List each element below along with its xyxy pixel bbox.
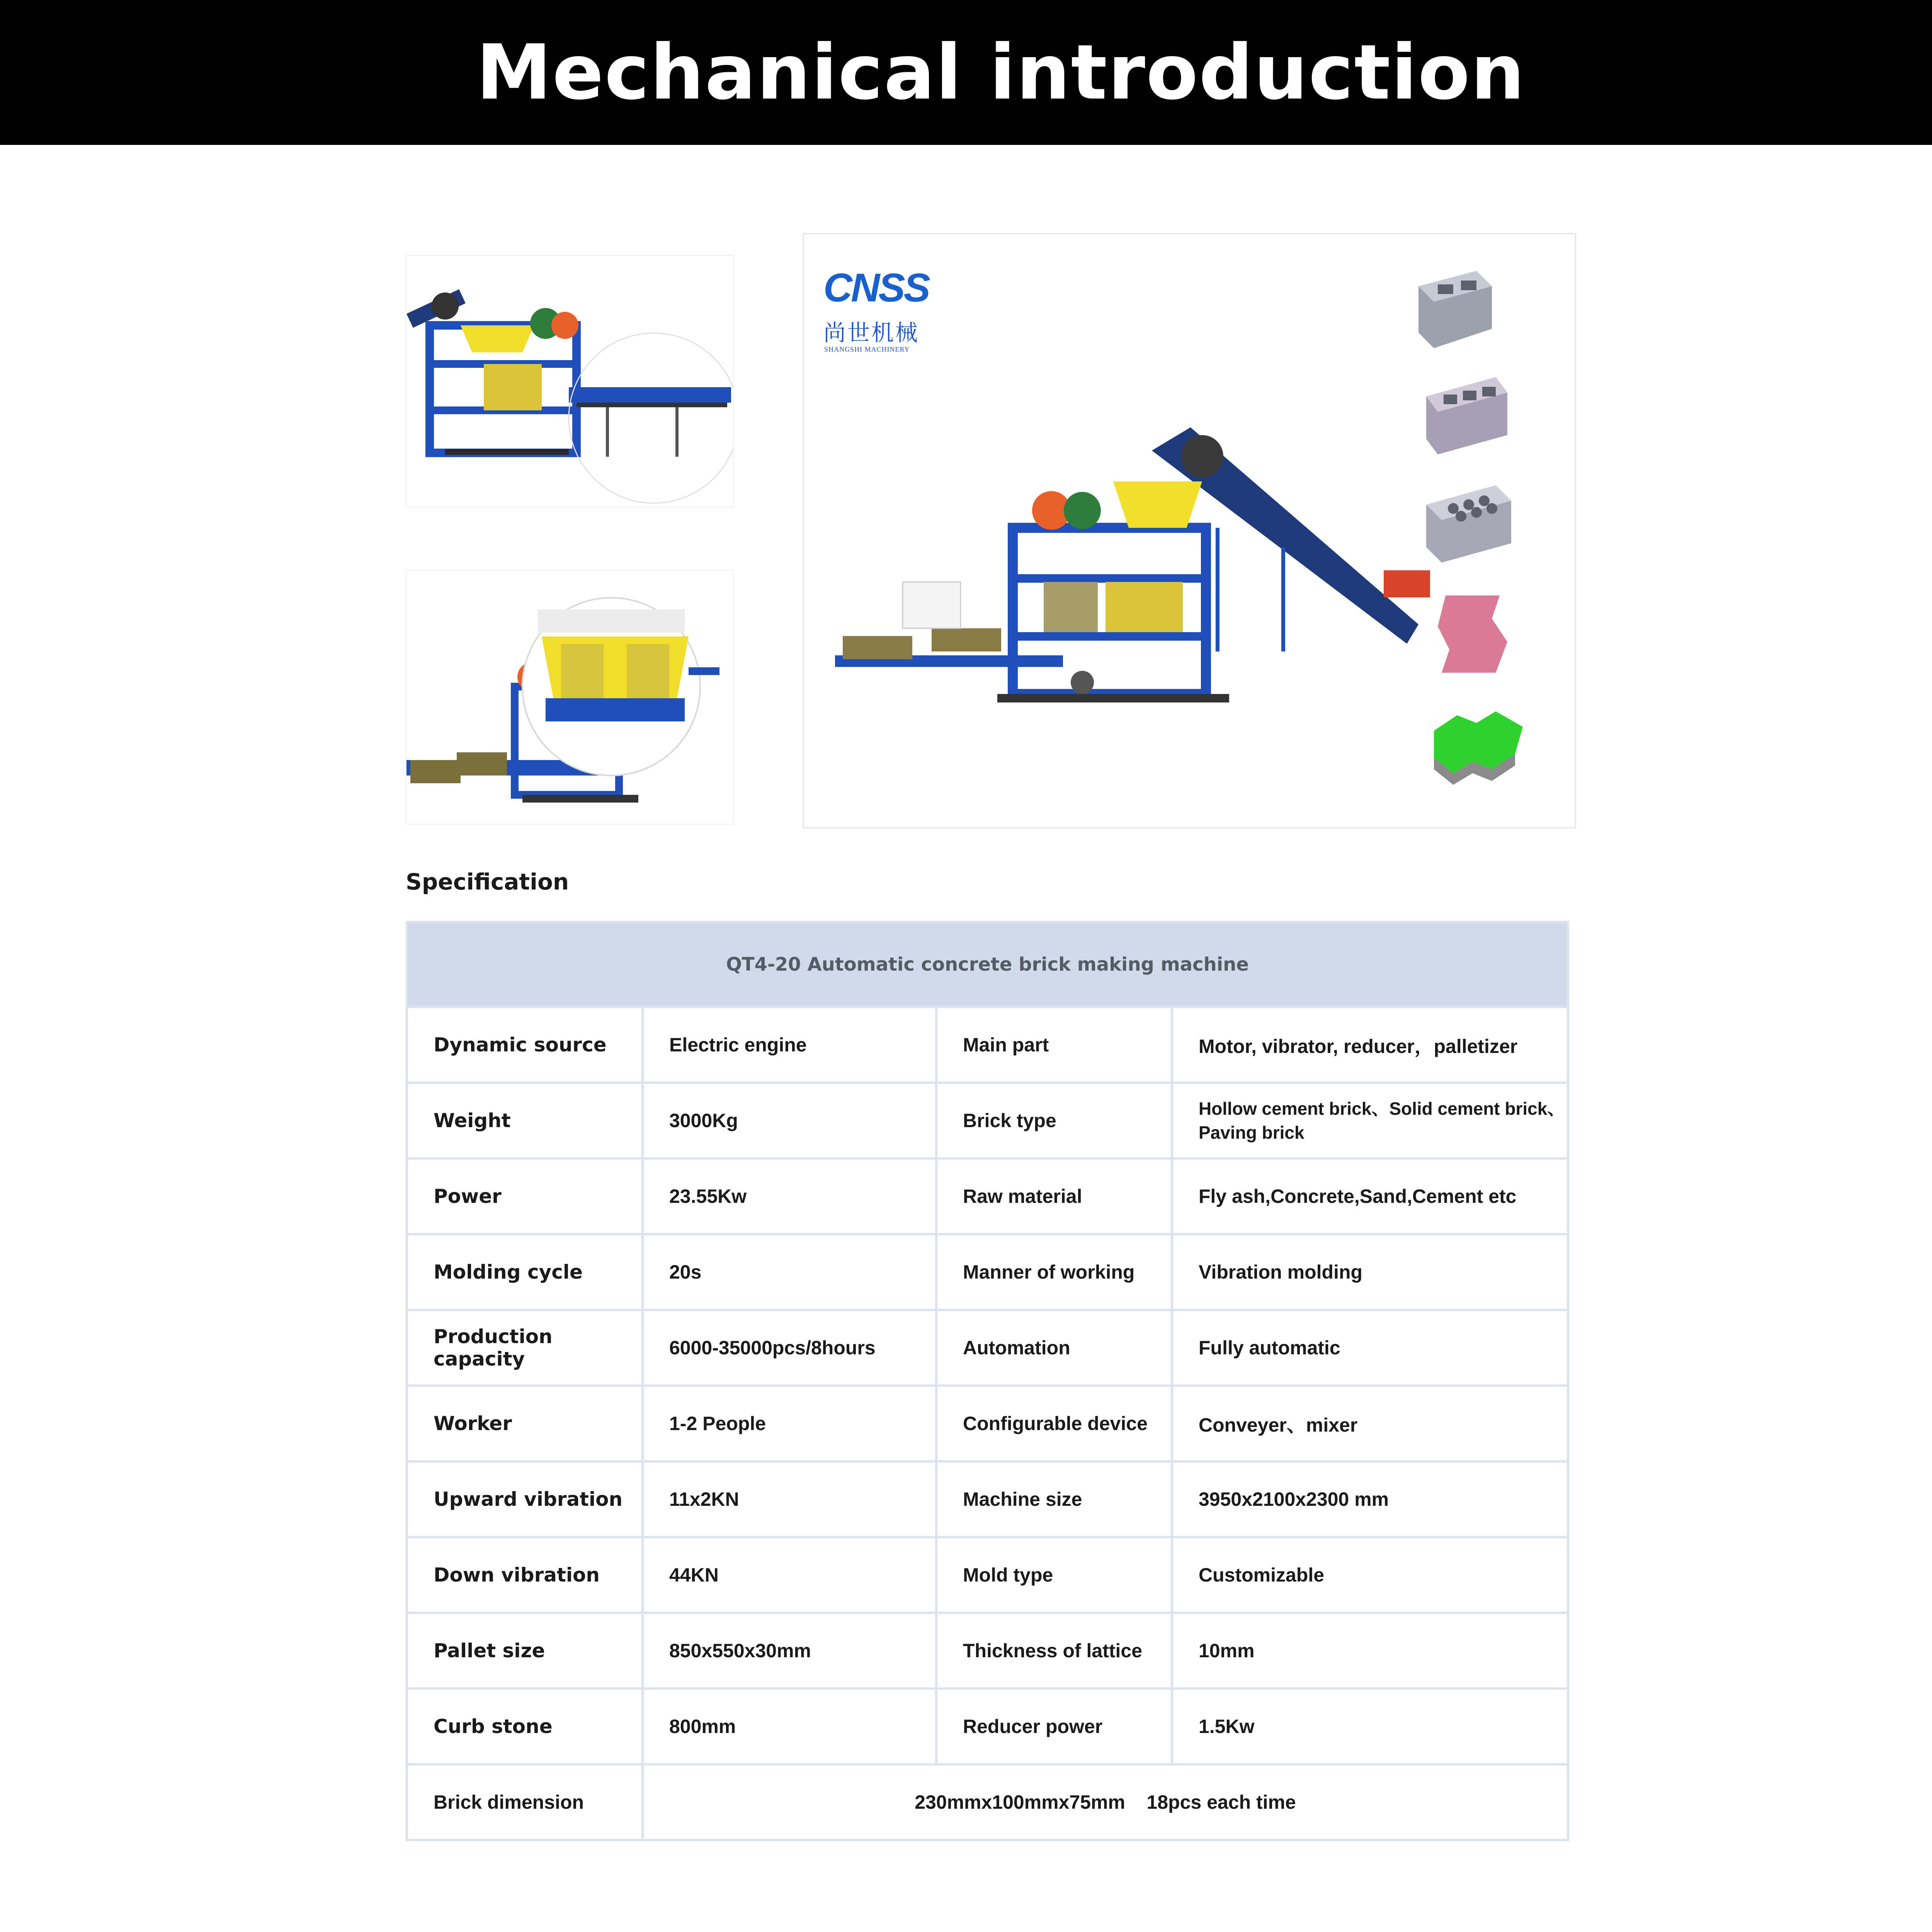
logo-en-name: SHANGSHI MACHINERY bbox=[824, 345, 910, 353]
spec-value: 3950x2100x2300 mm bbox=[1172, 1461, 1568, 1537]
spec-key: Dynamic source bbox=[407, 1007, 643, 1083]
table-row bbox=[407, 1537, 1568, 1613]
table-row bbox=[407, 1007, 1568, 1083]
spec-key: Production capacity bbox=[407, 1310, 643, 1386]
machine-thumbnail-2 bbox=[406, 570, 734, 825]
spec-value: Vibration molding bbox=[1172, 1234, 1568, 1310]
spec-value: 11x2KN bbox=[643, 1461, 936, 1537]
spec-key: Machine size bbox=[936, 1461, 1172, 1537]
page-header bbox=[0, 0, 1932, 145]
table-row bbox=[407, 1083, 1568, 1158]
spec-key: Mold type bbox=[936, 1537, 1172, 1613]
spec-key: Curb stone bbox=[407, 1689, 643, 1764]
spec-value: 800mm bbox=[643, 1689, 936, 1764]
spec-key: Down vibration bbox=[407, 1537, 643, 1613]
spec-key: Power bbox=[407, 1158, 643, 1234]
table-row-brick-dimension bbox=[407, 1764, 1568, 1840]
logo-cn-name: 尚世机械 bbox=[823, 320, 920, 345]
spec-value: Fly ash,Concrete,Sand,Cement etc bbox=[1172, 1158, 1568, 1234]
spec-value: 850x550x30mm bbox=[643, 1613, 936, 1689]
spec-key: Thickness of lattice bbox=[936, 1613, 1172, 1689]
spec-value: 1-2 People bbox=[643, 1386, 936, 1461]
table-row bbox=[407, 1234, 1568, 1310]
table-row bbox=[407, 1158, 1568, 1234]
spec-value: 6000-35000pcs/8hours bbox=[643, 1310, 936, 1386]
machine-illustration-2 bbox=[406, 571, 733, 824]
spec-value: 44KN bbox=[643, 1537, 936, 1613]
spec-key: Configurable device bbox=[936, 1386, 1172, 1461]
page-title: Mechanical introduction bbox=[476, 28, 1526, 117]
hollow-brick-2hole bbox=[1418, 271, 1492, 348]
table-title: QT4-20 Automatic concrete brick making machine bbox=[407, 922, 1568, 1007]
spec-value: 3000Kg bbox=[643, 1083, 936, 1158]
hollow-brick-3hole bbox=[1426, 377, 1507, 454]
spec-key: Brick type bbox=[936, 1083, 1172, 1158]
main-machine-panel bbox=[803, 233, 1576, 828]
table-title-row bbox=[407, 922, 1568, 1007]
spec-key: Brick dimension bbox=[407, 1764, 643, 1840]
spec-key: Automation bbox=[936, 1310, 1172, 1386]
spec-key: Main part bbox=[936, 1007, 1172, 1083]
table-row bbox=[407, 1689, 1568, 1764]
spec-key: Molding cycle bbox=[407, 1234, 643, 1310]
spec-key: Worker bbox=[407, 1386, 643, 1461]
spec-value: Customizable bbox=[1172, 1537, 1568, 1613]
spec-value: 23.55Kw bbox=[643, 1158, 936, 1234]
logo-brand: CNSS bbox=[823, 265, 929, 310]
spec-value: Motor, vibrator, reducer，palletizer bbox=[1172, 1007, 1568, 1083]
specification-table bbox=[406, 921, 1569, 1841]
spec-key: Reducer power bbox=[936, 1689, 1172, 1764]
table-row bbox=[407, 1310, 1568, 1386]
spec-value: Conveyer、mixer bbox=[1172, 1386, 1568, 1461]
spec-key: Raw material bbox=[936, 1158, 1172, 1234]
spec-key: Upward vibration bbox=[407, 1461, 643, 1537]
spec-value: 20s bbox=[643, 1234, 936, 1310]
main-machine-illustration bbox=[804, 234, 1575, 827]
spec-value: 230mmx100mmx75mm 18pcs each time bbox=[643, 1764, 1568, 1840]
spec-value: 10mm bbox=[1172, 1613, 1568, 1689]
machine-thumbnail-1 bbox=[406, 255, 734, 508]
spec-key: Weight bbox=[407, 1083, 643, 1158]
hollow-brick-6hole bbox=[1426, 485, 1511, 563]
table-row bbox=[407, 1613, 1568, 1689]
table-row bbox=[407, 1386, 1568, 1461]
spec-value: 1.5Kw bbox=[1172, 1689, 1568, 1764]
specification-label: Specification bbox=[406, 869, 569, 895]
spec-value: Electric engine bbox=[643, 1007, 936, 1083]
spec-key: Pallet size bbox=[407, 1613, 643, 1689]
paving-brick-green bbox=[1434, 711, 1523, 785]
machine-illustration-1 bbox=[406, 256, 733, 507]
table-row bbox=[407, 1461, 1568, 1537]
spec-key: Manner of working bbox=[936, 1234, 1172, 1310]
spec-value: Fully automatic bbox=[1172, 1310, 1568, 1386]
spec-value: Hollow cement brick、Solid cement brick、Paving brick bbox=[1172, 1083, 1568, 1158]
paving-brick-pink bbox=[1438, 595, 1507, 673]
